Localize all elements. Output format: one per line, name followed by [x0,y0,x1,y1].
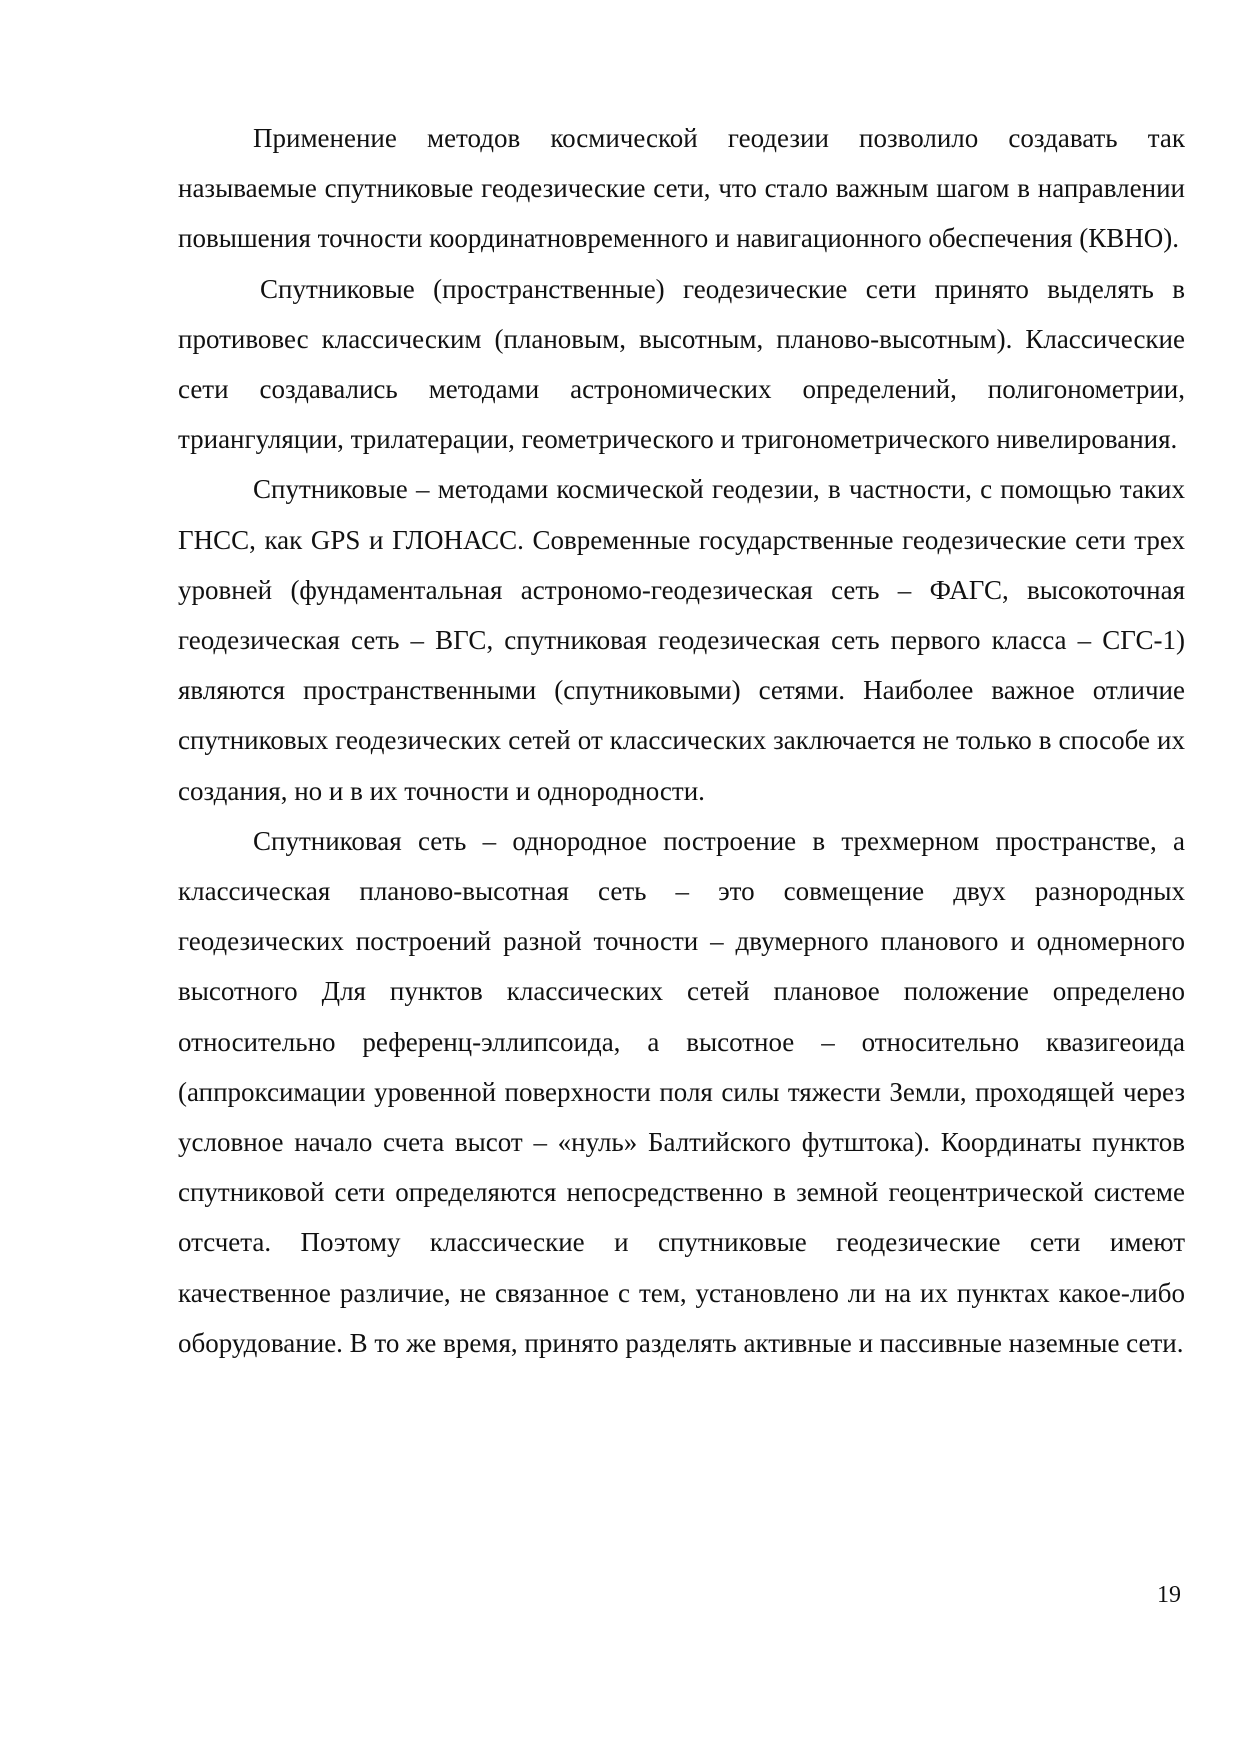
paragraph-3: Спутниковые – методами космической геодезии, в частности, с помощью таких ГНСС, как GPS и ГЛОНАСС. Современные государственные геодезические сети трех уровней (фундаментальная астрономо-геодезическая сеть – ФАГС, высокоточная геодезическая сеть – ВГС, спутниковая геодезическая сеть первого класса – СГС-1) являются пространственными (спутниковыми) сетями. Наиболее важное отличие спутниковых геодезических сетей от классических заключается не только в способе их создания, но и в их точности и однородности. [178,474,1185,806]
paragraph-1: Применение методов космической геодезии позволило создавать так называемые спутниковые геодезические сети, что стало важным шагом в направлении повышения точности координатновременного и навигационного обеспечения (КВНО). [178,123,1185,254]
paragraph-4: Спутниковая сеть – однородное построение в трехмерном пространстве, а классическая планово-высотная сеть – это совмещение двух разнородных геодезических построений разной точности – двумерного планового и одномерного высотного Для пунктов классических сетей плановое положение определено относительно референц-эллипсоида, а высотное – относительно квазигеоида (аппроксимации уровенной поверхности поля силы тяжести Земли, проходящей через условное начало счета высот – «нуль» Балтийского футштока). Координаты пунктов спутниковой сети определяются непосредственно в земной геоцентрической системе отсчета. Поэтому классические и спутниковые геодезические сети имеют качественное различие, не связанное с тем, установлено ли на их пунктах какое-либо оборудование. В то же время, принято разделять активные и пассивные наземные сети. [178,825,1185,1358]
document-body [178,113,1185,1368]
page-number: 19 [1157,1582,1181,1608]
paragraph-2: Спутниковые (пространственные) геодезические сети принято выделять в противовес классическим (плановым, высотным, планово-высотным). Классические сети создавались методами астрономических определений, полигонометрии, триангуляции, трилатерации, геометрического и тригонометрического нивелирования. [178,273,1185,455]
